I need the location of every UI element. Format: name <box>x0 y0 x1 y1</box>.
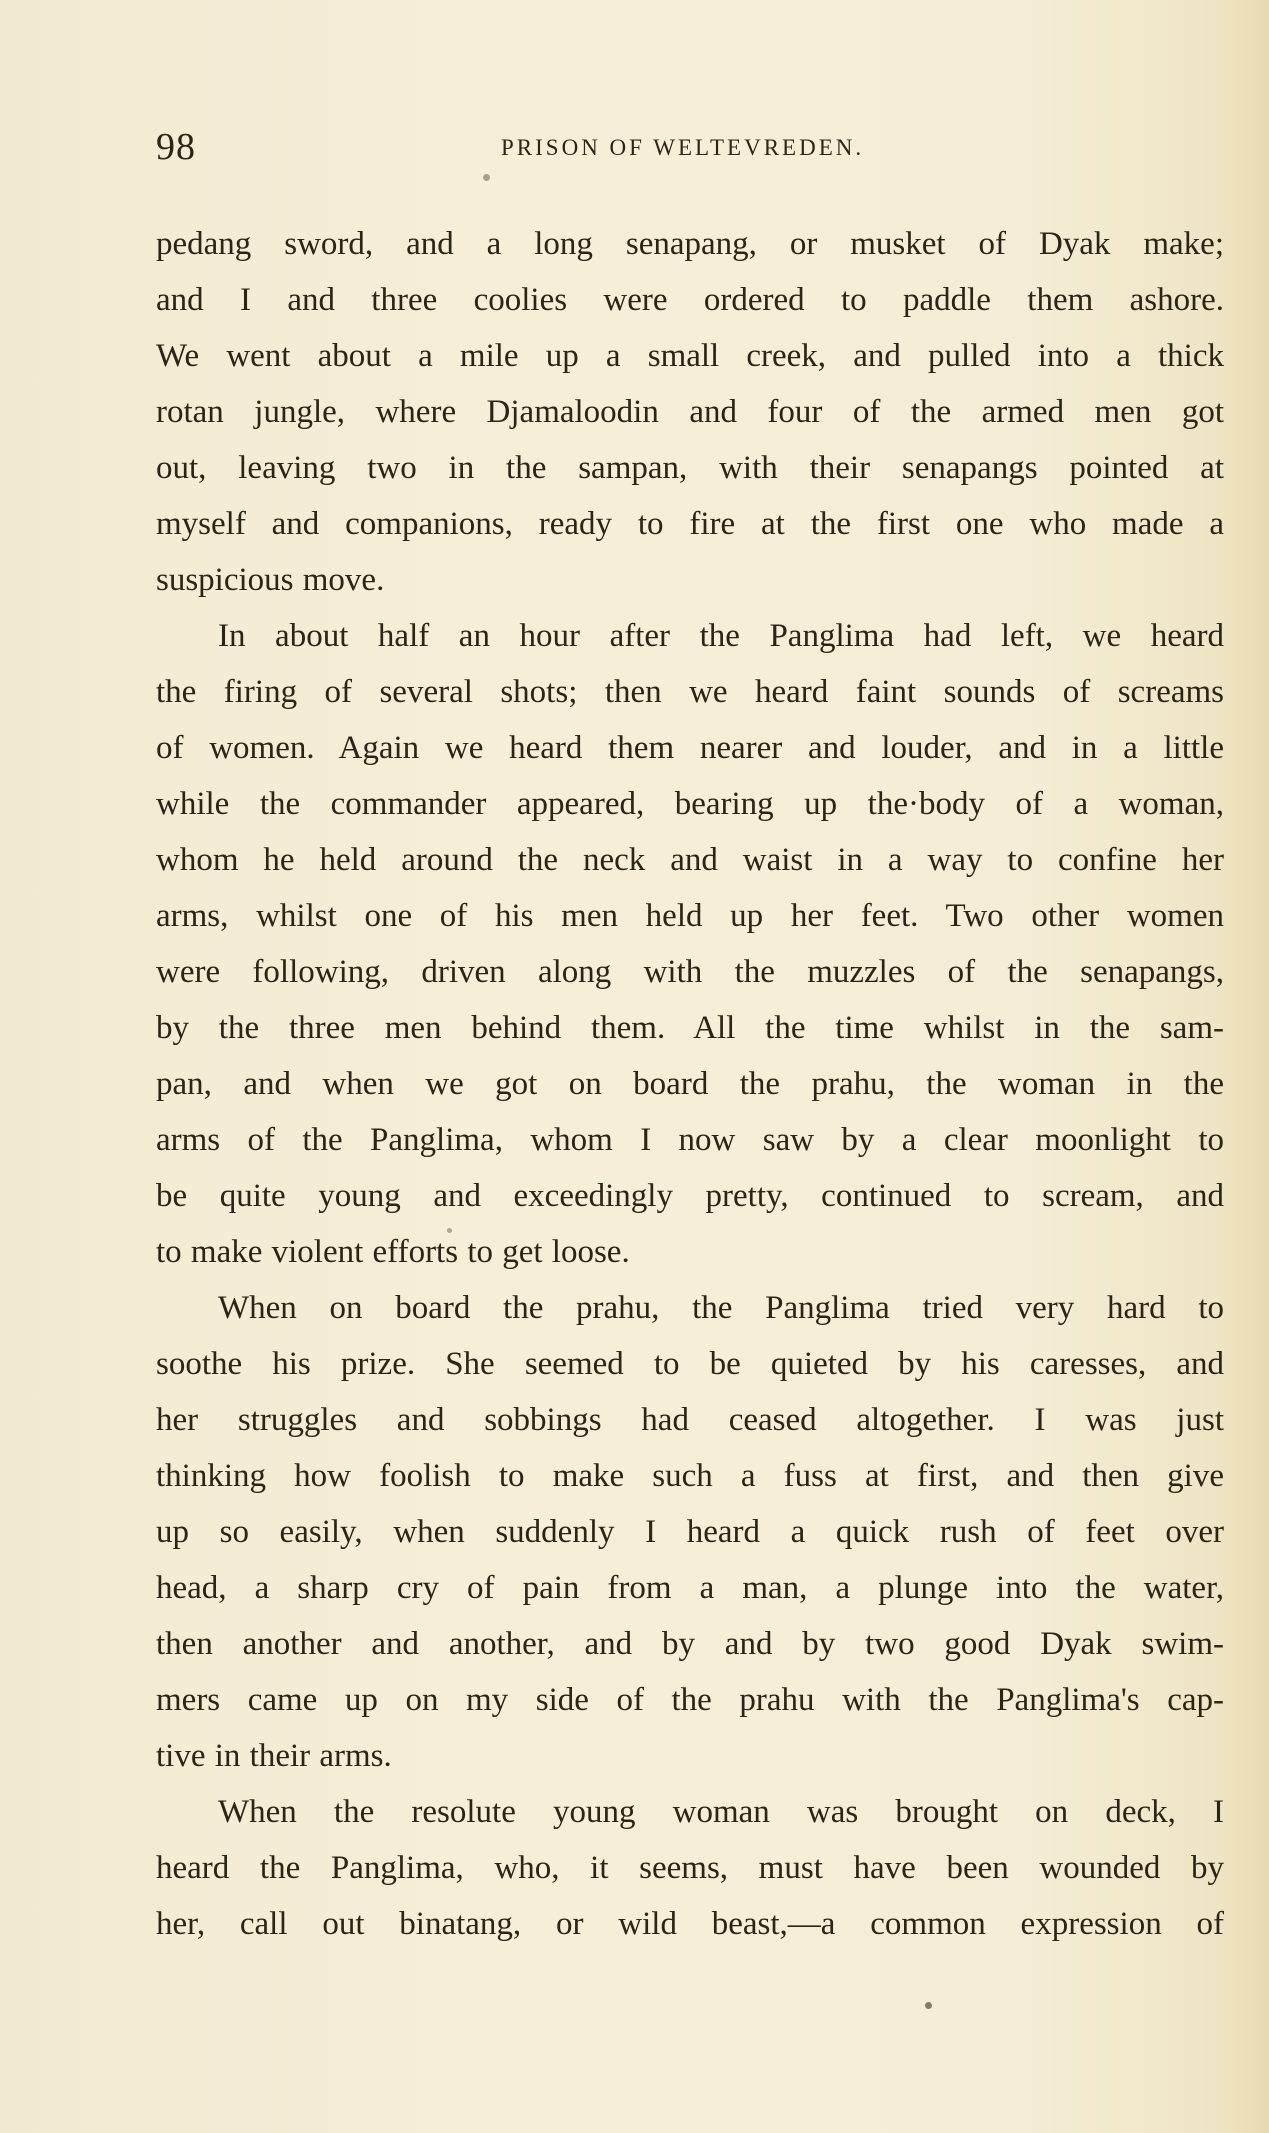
page-header <box>156 122 1216 172</box>
paragraph <box>156 608 1224 1280</box>
text-line: out, leaving two in the sampan, with their senapangs pointed at <box>156 450 1224 486</box>
text-line: heard the Panglima, who, it seems, must have been wounded by <box>156 1850 1224 1886</box>
text-line: In about half an hour after the Panglima had left, we heard <box>218 618 1224 654</box>
text-line: thinking how foolish to make such a fuss at first, and then give <box>156 1458 1224 1494</box>
text-line: and I and three coolies were ordered to paddle them ashore. <box>156 282 1224 318</box>
text-line: When the resolute young woman was brought on deck, I <box>218 1794 1224 1830</box>
text-line: myself and companions, ready to fire at the first one who made a <box>156 506 1224 542</box>
text-line: When on board the prahu, the Panglima tried very hard to <box>218 1290 1224 1326</box>
text-line: to make violent efforts to get loose. <box>156 1234 630 1270</box>
text-line: We went about a mile up a small creek, and pulled into a thick <box>156 338 1224 374</box>
text-line: of women. Again we heard them nearer and louder, and in a little <box>156 730 1224 766</box>
text-line: soothe his prize. She seemed to be quieted by his caresses, and <box>156 1346 1224 1382</box>
text-line: then another and another, and by and by two good Dyak swim- <box>156 1626 1224 1662</box>
page-number: 98 <box>156 126 196 168</box>
body-text <box>156 216 1224 1952</box>
running-head: PRISON OF WELTEVREDEN. <box>501 135 865 160</box>
text-line: suspicious move. <box>156 562 385 598</box>
text-line: while the commander appeared, bearing up the·body of a woman, <box>156 786 1224 822</box>
text-line: be quite young and exceedingly pretty, continued to scream, and <box>156 1178 1224 1214</box>
ink-speck <box>483 174 490 181</box>
text-line: pan, and when we got on board the prahu, the woman in the <box>156 1066 1224 1102</box>
paragraph <box>156 1784 1224 1952</box>
text-line: mers came up on my side of the prahu with the Panglima's cap- <box>156 1682 1224 1718</box>
text-line: head, a sharp cry of pain from a man, a plunge into the water, <box>156 1570 1224 1606</box>
text-line: her struggles and sobbings had ceased altogether. I was just <box>156 1402 1224 1438</box>
text-line: pedang sword, and a long senapang, or musket of Dyak make; <box>156 226 1224 262</box>
text-line: tive in their arms. <box>156 1738 392 1774</box>
text-line: arms of the Panglima, whom I now saw by a clear moonlight to <box>156 1122 1224 1158</box>
text-line: the firing of several shots; then we heard faint sounds of screams <box>156 674 1224 710</box>
text-line: arms, whilst one of his men held up her feet. Two other women <box>156 898 1224 934</box>
ink-speck <box>925 2002 932 2009</box>
text-line: were following, driven along with the muzzles of the senapangs, <box>156 954 1224 990</box>
text-line: rotan jungle, where Djamaloodin and four of the armed men got <box>156 394 1224 430</box>
text-line: by the three men behind them. All the time whilst in the sam- <box>156 1010 1224 1046</box>
text-line: her, call out binatang, or wild beast,—a common expression of <box>156 1906 1224 1942</box>
text-line: whom he held around the neck and waist in a way to confine her <box>156 842 1224 878</box>
text-line: up so easily, when suddenly I heard a quick rush of feet over <box>156 1514 1224 1550</box>
paragraph <box>156 216 1224 608</box>
paragraph <box>156 1280 1224 1784</box>
